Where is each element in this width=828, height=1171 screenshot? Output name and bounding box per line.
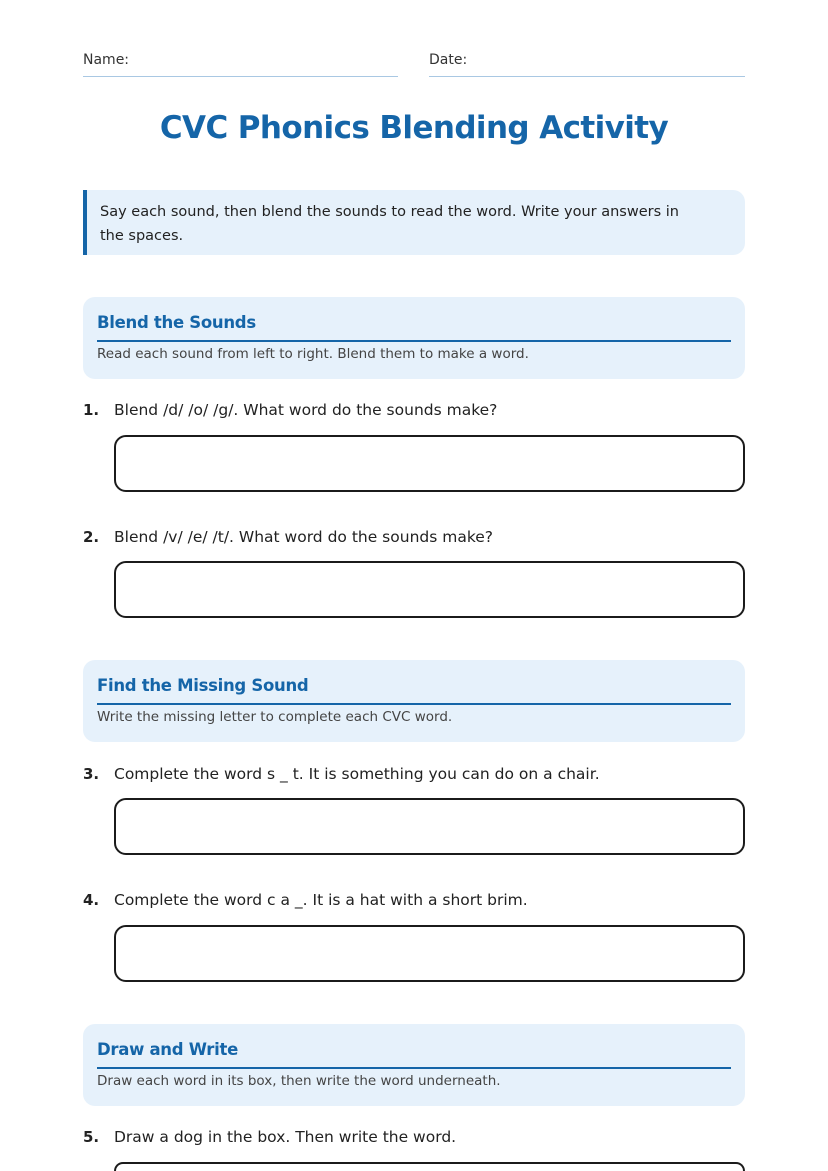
question-number: 2. <box>83 528 100 546</box>
date-field[interactable] <box>429 52 745 77</box>
question-number: 1. <box>83 401 100 419</box>
section-description: Read each sound from left to right. Blend them to make a word. <box>97 346 529 362</box>
question-text: Complete the word c a _. It is a hat with a short brim. <box>114 891 528 909</box>
question-number: 4. <box>83 891 100 909</box>
question-text: Blend /v/ /e/ /t/. What word do the sounds make? <box>114 528 494 546</box>
name-field[interactable] <box>83 52 398 77</box>
question-text: Draw a dog in the box. Then write the word. <box>114 1128 457 1146</box>
worksheet-title: CVC Phonics Blending Activity <box>159 110 669 146</box>
question-number: 3. <box>83 765 100 783</box>
section-find-the-missing-sound <box>83 660 745 742</box>
answer-box[interactable] <box>114 798 745 855</box>
section-title: Blend the Sounds <box>97 312 731 342</box>
section-title: Draw and Write <box>97 1039 731 1069</box>
name-date-header <box>83 52 745 77</box>
answer-box[interactable] <box>114 925 745 982</box>
section-description: Write the missing letter to complete each CVC word. <box>97 709 453 725</box>
question-number: 5. <box>83 1128 100 1146</box>
date-label: Date: <box>429 52 468 68</box>
section-title: Find the Missing Sound <box>97 675 731 705</box>
section-blend-the-sounds <box>83 297 745 379</box>
name-label: Name: <box>83 52 130 68</box>
section-description: Draw each word in its box, then write the word underneath. <box>97 1073 501 1089</box>
question-text: Complete the word s _ t. It is something you can do on a chair. <box>114 765 600 783</box>
instructions-text: Say each sound, then blend the sounds to read the word. Write your answers in the spaces. <box>100 204 679 244</box>
section-draw-and-write <box>83 1024 745 1106</box>
answer-box[interactable] <box>114 435 745 492</box>
question-text: Blend /d/ /o/ /g/. What word do the sounds make? <box>114 401 498 419</box>
answer-box[interactable] <box>114 561 745 618</box>
instructions-callout <box>83 190 745 255</box>
drawing-box[interactable] <box>114 1162 745 1171</box>
